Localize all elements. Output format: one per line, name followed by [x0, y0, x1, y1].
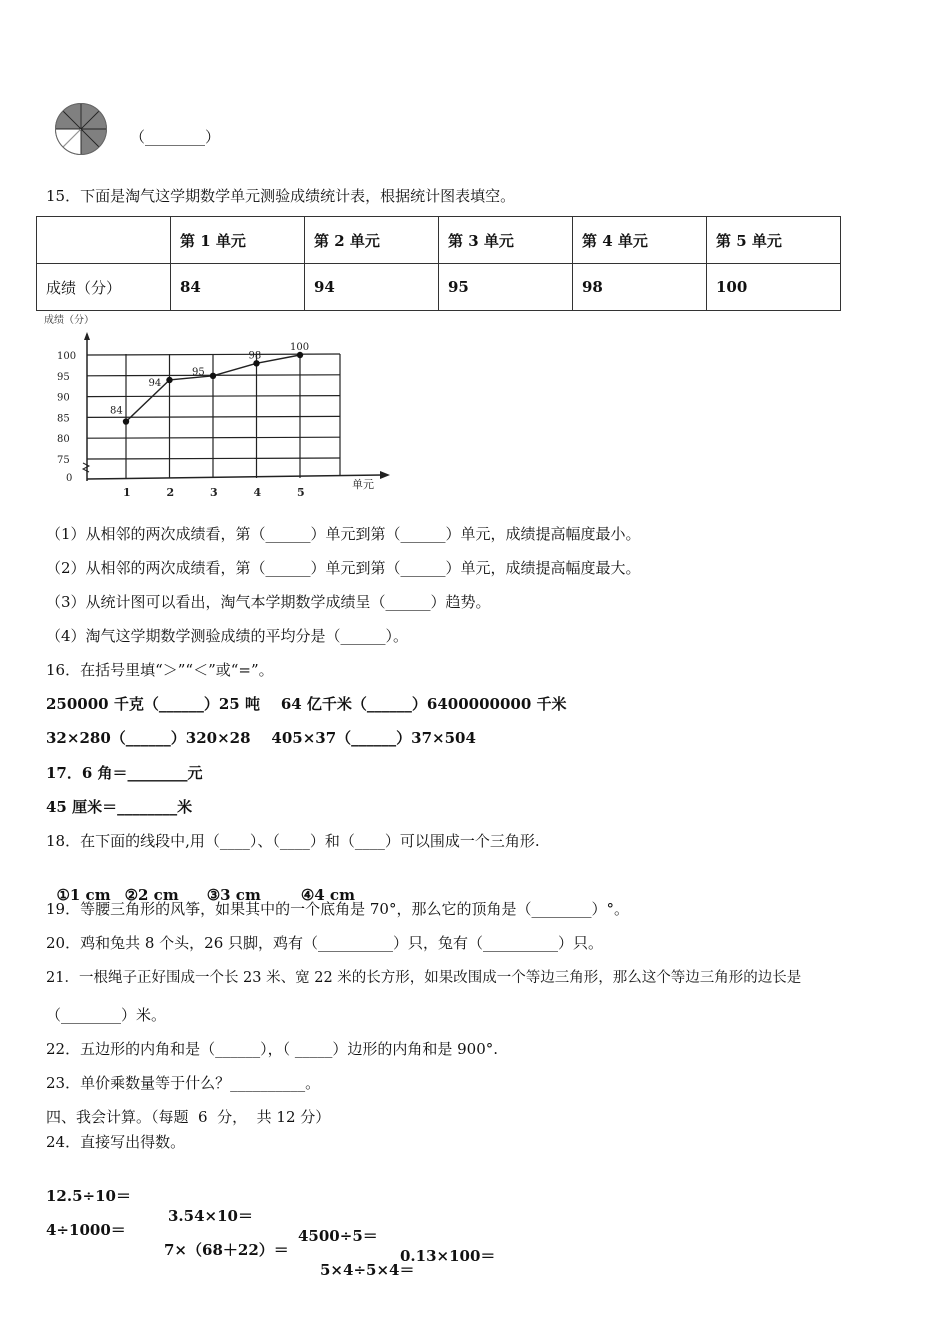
q17-line-1: 17．6 角＝________元	[46, 764, 203, 782]
q15-sub-2: （2）从相邻的两次成绩看，第（______）单元到第（______）单元，成绩提高幅度最大。	[46, 559, 641, 577]
calc-item: 5×4÷5×4＝	[320, 1261, 415, 1279]
svg-text:80: 80	[57, 434, 70, 446]
svg-text:90: 90	[57, 392, 70, 404]
calc-item: 0.13×100＝	[400, 1247, 496, 1265]
q18-title: 18．在下面的线段中,用（____）、（____）和（____）可以围成一个三角形.	[46, 832, 540, 850]
pie-sectors-icon	[54, 102, 108, 156]
q18-option-4: ④4 cm	[300, 886, 355, 904]
calc-item: 12.5÷10＝	[46, 1187, 131, 1205]
svg-text:75: 75	[57, 455, 70, 466]
table-row-label: 成绩（分）	[37, 264, 171, 311]
chart-grid	[57, 332, 390, 499]
y-axis-label: 成绩（分）	[44, 315, 94, 326]
svg-text:98: 98	[248, 350, 262, 362]
x-axis-label: 单元	[352, 478, 374, 491]
svg-text:0: 0	[66, 473, 73, 484]
svg-text:3: 3	[210, 486, 218, 499]
table-header-cell	[37, 217, 171, 264]
q23: 23．单价乘数量等于什么？__________。	[46, 1074, 321, 1092]
score-line-chart	[40, 312, 400, 502]
q15-sub-3: （3）从统计图可以看出，淘气本学期数学成绩呈（______）趋势。	[46, 593, 491, 611]
q20: 20．鸡和兔共 8 个头，26 只脚，鸡有（__________）只，兔有（__________）只。	[46, 934, 604, 952]
table-header-row	[37, 217, 841, 264]
table-header-cell: 第 1 单元	[171, 217, 305, 264]
q16-row-2: 32×280（______）320×28 405×37（______）37×504	[46, 729, 476, 747]
table-cell: 100	[707, 264, 841, 311]
table-cell: 84	[171, 264, 305, 311]
table-row	[37, 264, 841, 311]
table-cell: 95	[439, 264, 573, 311]
q24-title: 24．直接写出得数。	[46, 1133, 186, 1151]
q16-row-1: 250000 千克（______）25 吨 64 亿千米（______）6400000000 千米	[46, 695, 567, 713]
svg-text:85: 85	[57, 413, 70, 425]
svg-text:2: 2	[166, 486, 175, 499]
q19: 19．等腰三角形的风筝，如果其中的一个底角是 70°，那么它的顶角是（________）°。	[46, 900, 629, 918]
svg-text:4: 4	[253, 486, 262, 499]
svg-text:100: 100	[57, 351, 77, 362]
svg-text:5: 5	[297, 486, 305, 499]
table-header-cell: 第 4 单元	[573, 217, 707, 264]
q15-title: 15．下面是淘气这学期数学单元测验成绩统计表，根据统计图表填空。	[46, 187, 516, 205]
calc-item: 4÷1000＝	[46, 1221, 126, 1239]
svg-text:95: 95	[57, 371, 70, 383]
section-4-heading: 四、我会计算。（每题 6 分， 共 12 分）	[46, 1108, 331, 1126]
q15-sub-1: （1）从相邻的两次成绩看，第（______）单元到第（______）单元，成绩提高幅度最小。	[46, 525, 641, 543]
scores-table	[36, 216, 841, 311]
q18-option-2: ②2 cm	[124, 886, 179, 904]
table-header-cell: 第 5 单元	[707, 217, 841, 264]
q18-option-3: ③3 cm	[206, 886, 261, 904]
q18-option-1: ①1 cm	[56, 886, 111, 904]
line-chart-svg	[40, 312, 400, 502]
svg-text:100: 100	[290, 342, 310, 353]
q17-line-2: 45 厘米＝________米	[46, 798, 193, 816]
table-header-cell: 第 3 单元	[439, 217, 573, 264]
table-cell: 98	[573, 264, 707, 311]
q15-sub-4: （4）淘气这学期数学测验成绩的平均分是（______）。	[46, 627, 409, 645]
pie-answer-blank[interactable]: （________）	[130, 128, 221, 146]
table-header-cell: 第 2 单元	[305, 217, 439, 264]
calc-item: 4500÷5＝	[298, 1227, 378, 1245]
q21-line-2: （________）米。	[46, 1006, 167, 1024]
q21-line-1: 21．一根绳子正好围成一个长 23 米、宽 22 米的长方形，如果改围成一个等边三角形，那么这个等边三角形的边长是	[46, 970, 802, 986]
svg-text:84: 84	[110, 405, 123, 417]
fraction-circle-figure	[54, 102, 108, 156]
svg-text:95: 95	[192, 366, 205, 378]
calc-item: 7×（68＋22）＝	[164, 1241, 289, 1259]
q16-title: 16．在括号里填“＞”“＜”或“=”。	[46, 661, 274, 679]
table-cell: 94	[305, 264, 439, 311]
calc-item: 3.54×10＝	[168, 1207, 253, 1225]
svg-text:94: 94	[148, 377, 162, 389]
svg-text:1: 1	[123, 486, 131, 499]
q22: 22．五边形的内角和是（______），（ _____）边形的内角和是 900°.	[46, 1040, 499, 1058]
